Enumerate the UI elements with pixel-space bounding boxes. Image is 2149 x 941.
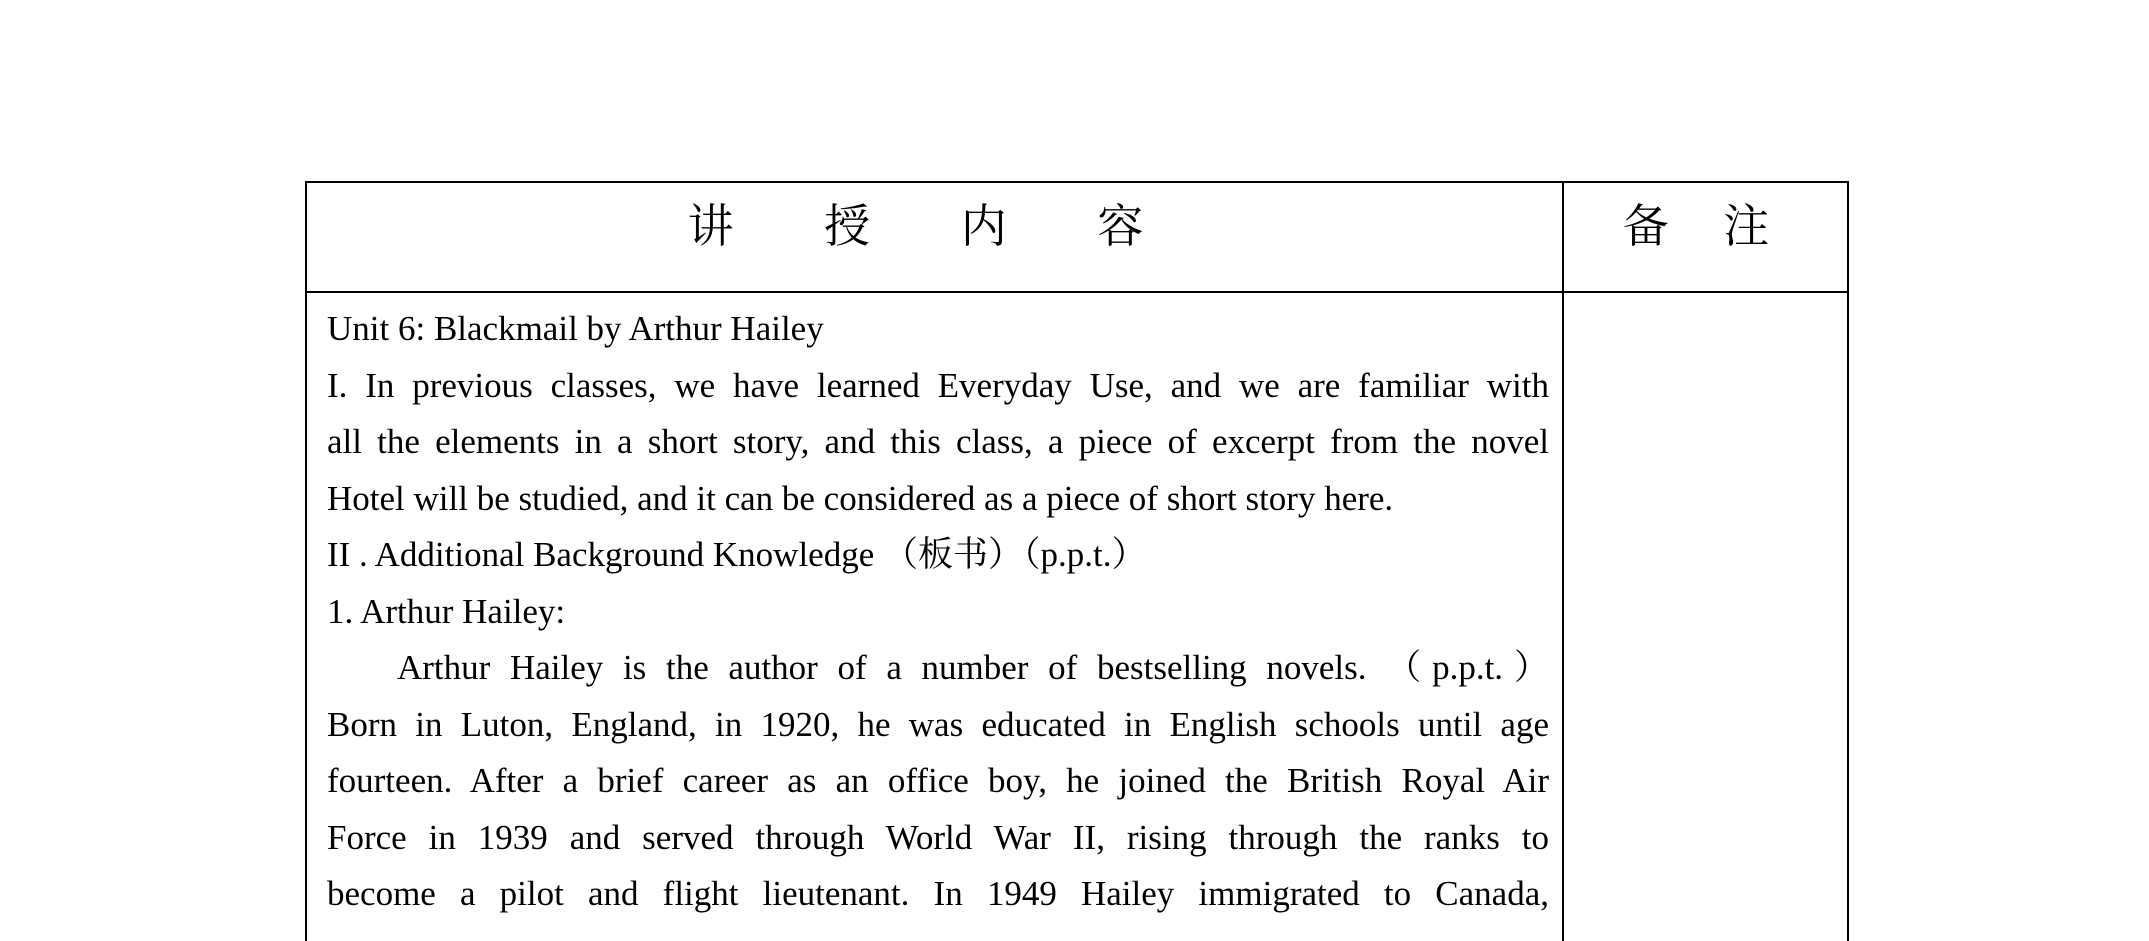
bio-line: Born in Luton, England, in 1920, he was educated in English schools until age (327, 704, 1549, 744)
column-divider (1562, 183, 1564, 941)
bio-line: become a pilot and flight lieutenant. In 1949 Hailey immigrated to Canada, (327, 874, 1549, 913)
header-lecture-content: 讲 授 内 容 (687, 199, 1182, 253)
lecture-content (327, 301, 1549, 923)
header-notes: 备 注 (1622, 199, 1790, 253)
bio-line: fourteen. After a brief career as an office boy, he joined the British Royal Air (327, 761, 1549, 800)
section1-line: all the elements in a short story, and this class, a piece of excerpt from the novel (327, 422, 1549, 461)
bio-line: Arthur Hailey is the author of a number of bestselling novels. （p.p.t.） (397, 648, 1549, 687)
subsection1-heading: 1. Arthur Hailey: (327, 591, 566, 631)
section1-line: Hotel will be studied, and it can be considered as a piece of short story here. (327, 478, 1394, 518)
unit-title: Unit 6: Blackmail by Arthur Hailey (327, 309, 824, 348)
table-header-row (307, 183, 1847, 293)
section2-heading: II . Additional Background Knowledge （板书）（p.p.t.） (327, 535, 1147, 574)
lesson-table (305, 181, 1849, 941)
section1-line: I. In previous classes, we have learned Everyday Use, and we are familiar with (327, 365, 1549, 405)
bio-line: Force in 1939 and served through World War II, rising through the ranks to (327, 817, 1549, 857)
